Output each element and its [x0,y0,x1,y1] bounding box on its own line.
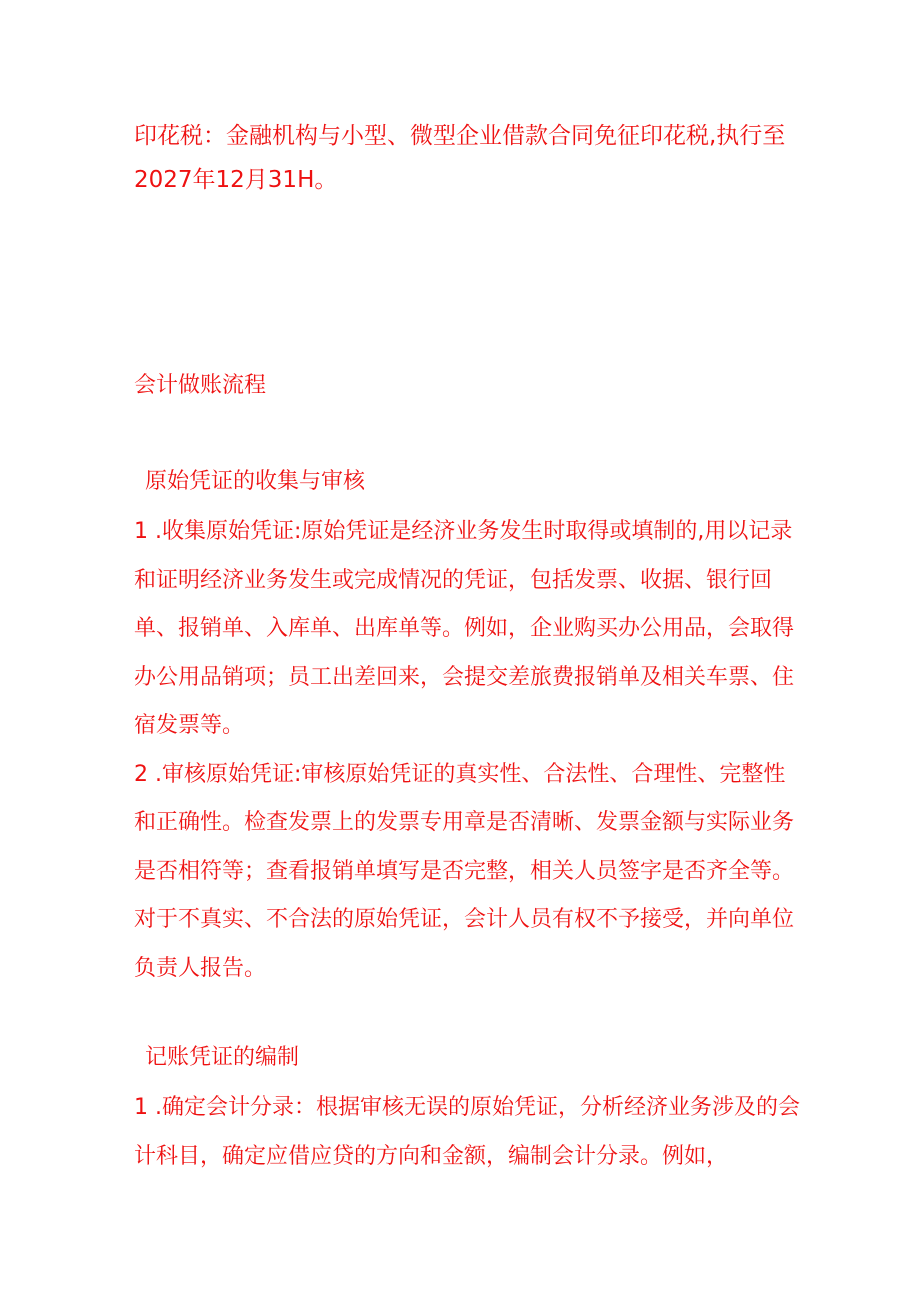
section-body-accounting-voucher [134,1084,804,1181]
list-item: 1 .确定会计分录：根据审核无误的原始凭证，分析经济业务涉及的会计科目，确定应借应贷的方向和金额，编制会计分录。例如， [134,1095,800,1169]
list-item: 1 .收集原始凭证:原始凭证是经济业务发生时取得或填制的,用以记录和证明经济业务发生或完成情况的凭证，包括发票、收据、银行回单、报销单、入库单、出库单等。例如，企业购买办公用品，会取得办公用品销项；员工出差回来，会提交差旅费报销单及相关车票、住宿发票等。 [134,519,795,738]
section-body-original-voucher [134,508,804,993]
process-title: 会计做账流程 [134,373,267,398]
list-item: 2 .审核原始凭证:审核原始凭证的真实性、合法性、合理性、完整性和正确性。检查发票上的发票专用章是否清晰、发票金额与实际业务是否相符等；查看报销单填写是否完整，相关人员签字是否齐全等。对于不真实、不合法的原始凭证，会计人员有权不予接受，并向单位负责人报告。 [134,761,795,981]
section-title-accounting-voucher: 记账凭证的编制 [145,1045,300,1070]
stamp-tax-paragraph: 印花税：金融机构与小型、微型企业借款合同免征印花税,执行至2027年12月31H。 [134,123,786,193]
section-title-original-voucher: 原始凭证的收集与审核 [145,469,366,494]
